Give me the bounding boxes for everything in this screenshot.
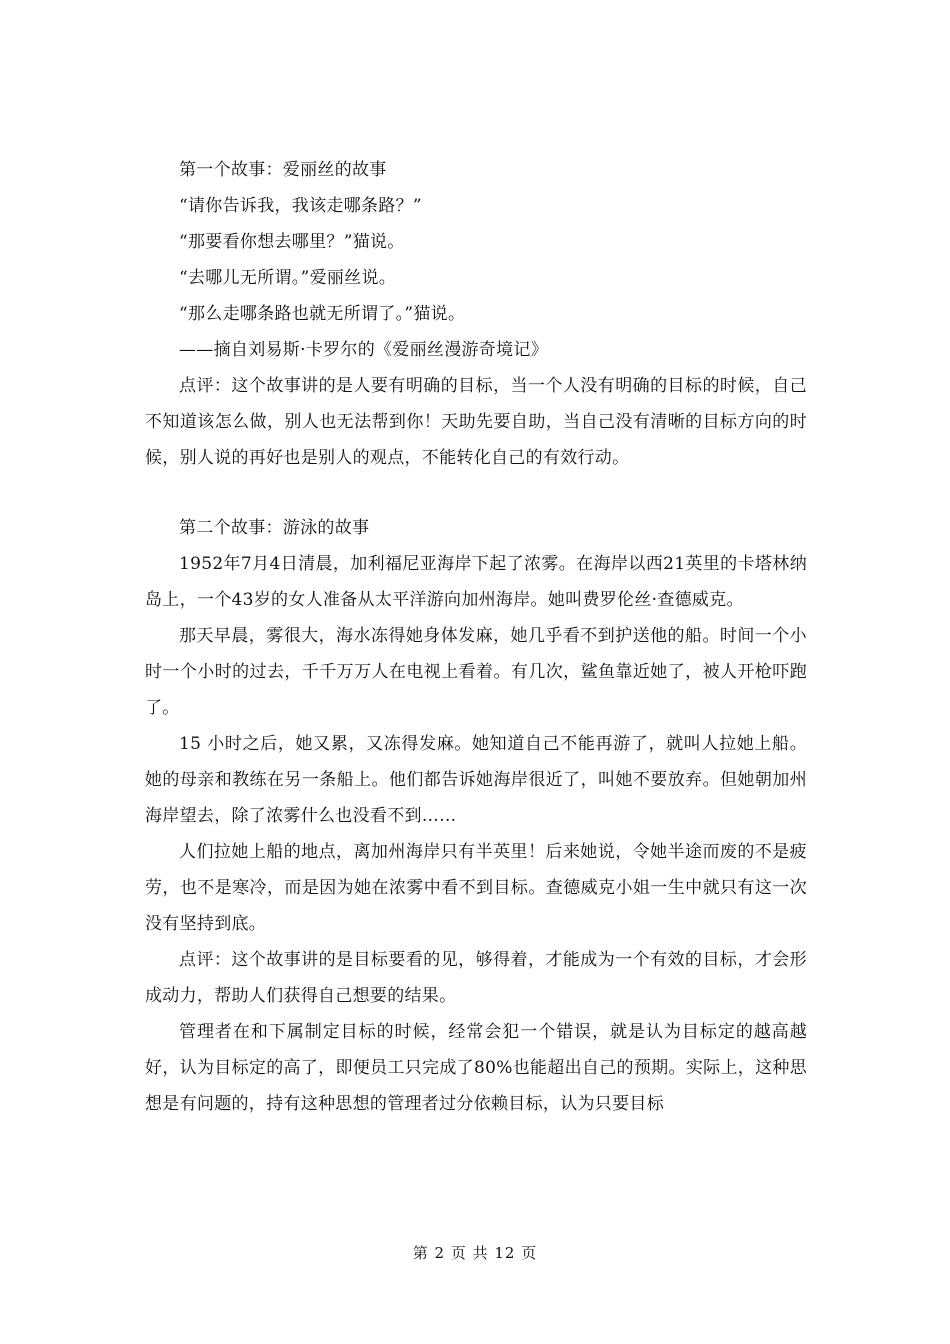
story2-paragraph: 15 小时之后，她又累，又冻得发麻。她知道自己不能再游了，就叫人拉她上船。她的母亲和教练在另一条船上。他们都告诉她海岸很近了，叫她不要放弃。但她朝加州海岸望去，除了浓雾什么也没看不到…… <box>145 734 807 826</box>
story2-paragraph: 那天早晨，雾很大，海水冻得她身体发麻，她几乎看不到护送他的船。时间一个小时一个小时的过去，千千万万人在电视上看着。有几次，鲨鱼靠近她了，被人开枪吓跑了。 <box>145 626 807 718</box>
story2-comment: 点评：这个故事讲的是目标要看的见，够得着，才能成为一个有效的目标，才会形成动力，帮助人们获得自己想要的结果。 <box>145 950 807 1006</box>
page-number-footer: 第 2 页 共 12 页 <box>412 1244 538 1262</box>
story1-line: “那要看你想去哪里？”猫说。 <box>179 232 405 252</box>
story1-comment: 点评：这个故事讲的是人要有明确的目标，当一个人没有明确的目标的时候，自己不知道该怎么做，别人也无法帮到你！天助先要自助，当自己没有清晰的目标方向的时候，别人说的再好也是别人的观点，不能转化自己的有效行动。 <box>145 376 807 468</box>
story1-line: “那么走哪条路也就无所谓了。”猫说。 <box>179 304 466 324</box>
story1-source: ——摘自刘易斯·卡罗尔的《爱丽丝漫游奇境记》 <box>179 340 549 360</box>
story1-line: “去哪儿无所谓。”爱丽丝说。 <box>179 268 397 288</box>
story1-line: “请你告诉我，我该走哪条路？” <box>179 196 422 216</box>
story2-title: 第二个故事：游泳的故事 <box>179 518 370 538</box>
story2-paragraph: 管理者在和下属制定目标的时候，经常会犯一个错误，就是认为目标定的越高越好，认为目标定的高了，即便员工只完成了80%也能超出自己的预期。实际上，这种思想是有问题的，持有这种思想的管理者过分依赖目标，认为只要目标 <box>145 1022 807 1114</box>
page-content <box>145 152 807 1122</box>
section-gap <box>145 476 807 510</box>
story1-title: 第一个故事：爱丽丝的故事 <box>179 160 387 180</box>
story2-paragraph: 1952年7月4日清晨，加利福尼亚海岸下起了浓雾。在海岸以西21英里的卡塔林纳岛上，一个43岁的女人准备从太平洋游向加州海岸。她叫费罗伦丝·查德威克。 <box>145 554 807 610</box>
story2-paragraph: 人们拉她上船的地点，离加州海岸只有半英里！后来她说，令她半途而废的不是疲劳，也不是寒冷，而是因为她在浓雾中看不到目标。查德威克小姐一生中就只有这一次没有坚持到底。 <box>145 842 807 934</box>
